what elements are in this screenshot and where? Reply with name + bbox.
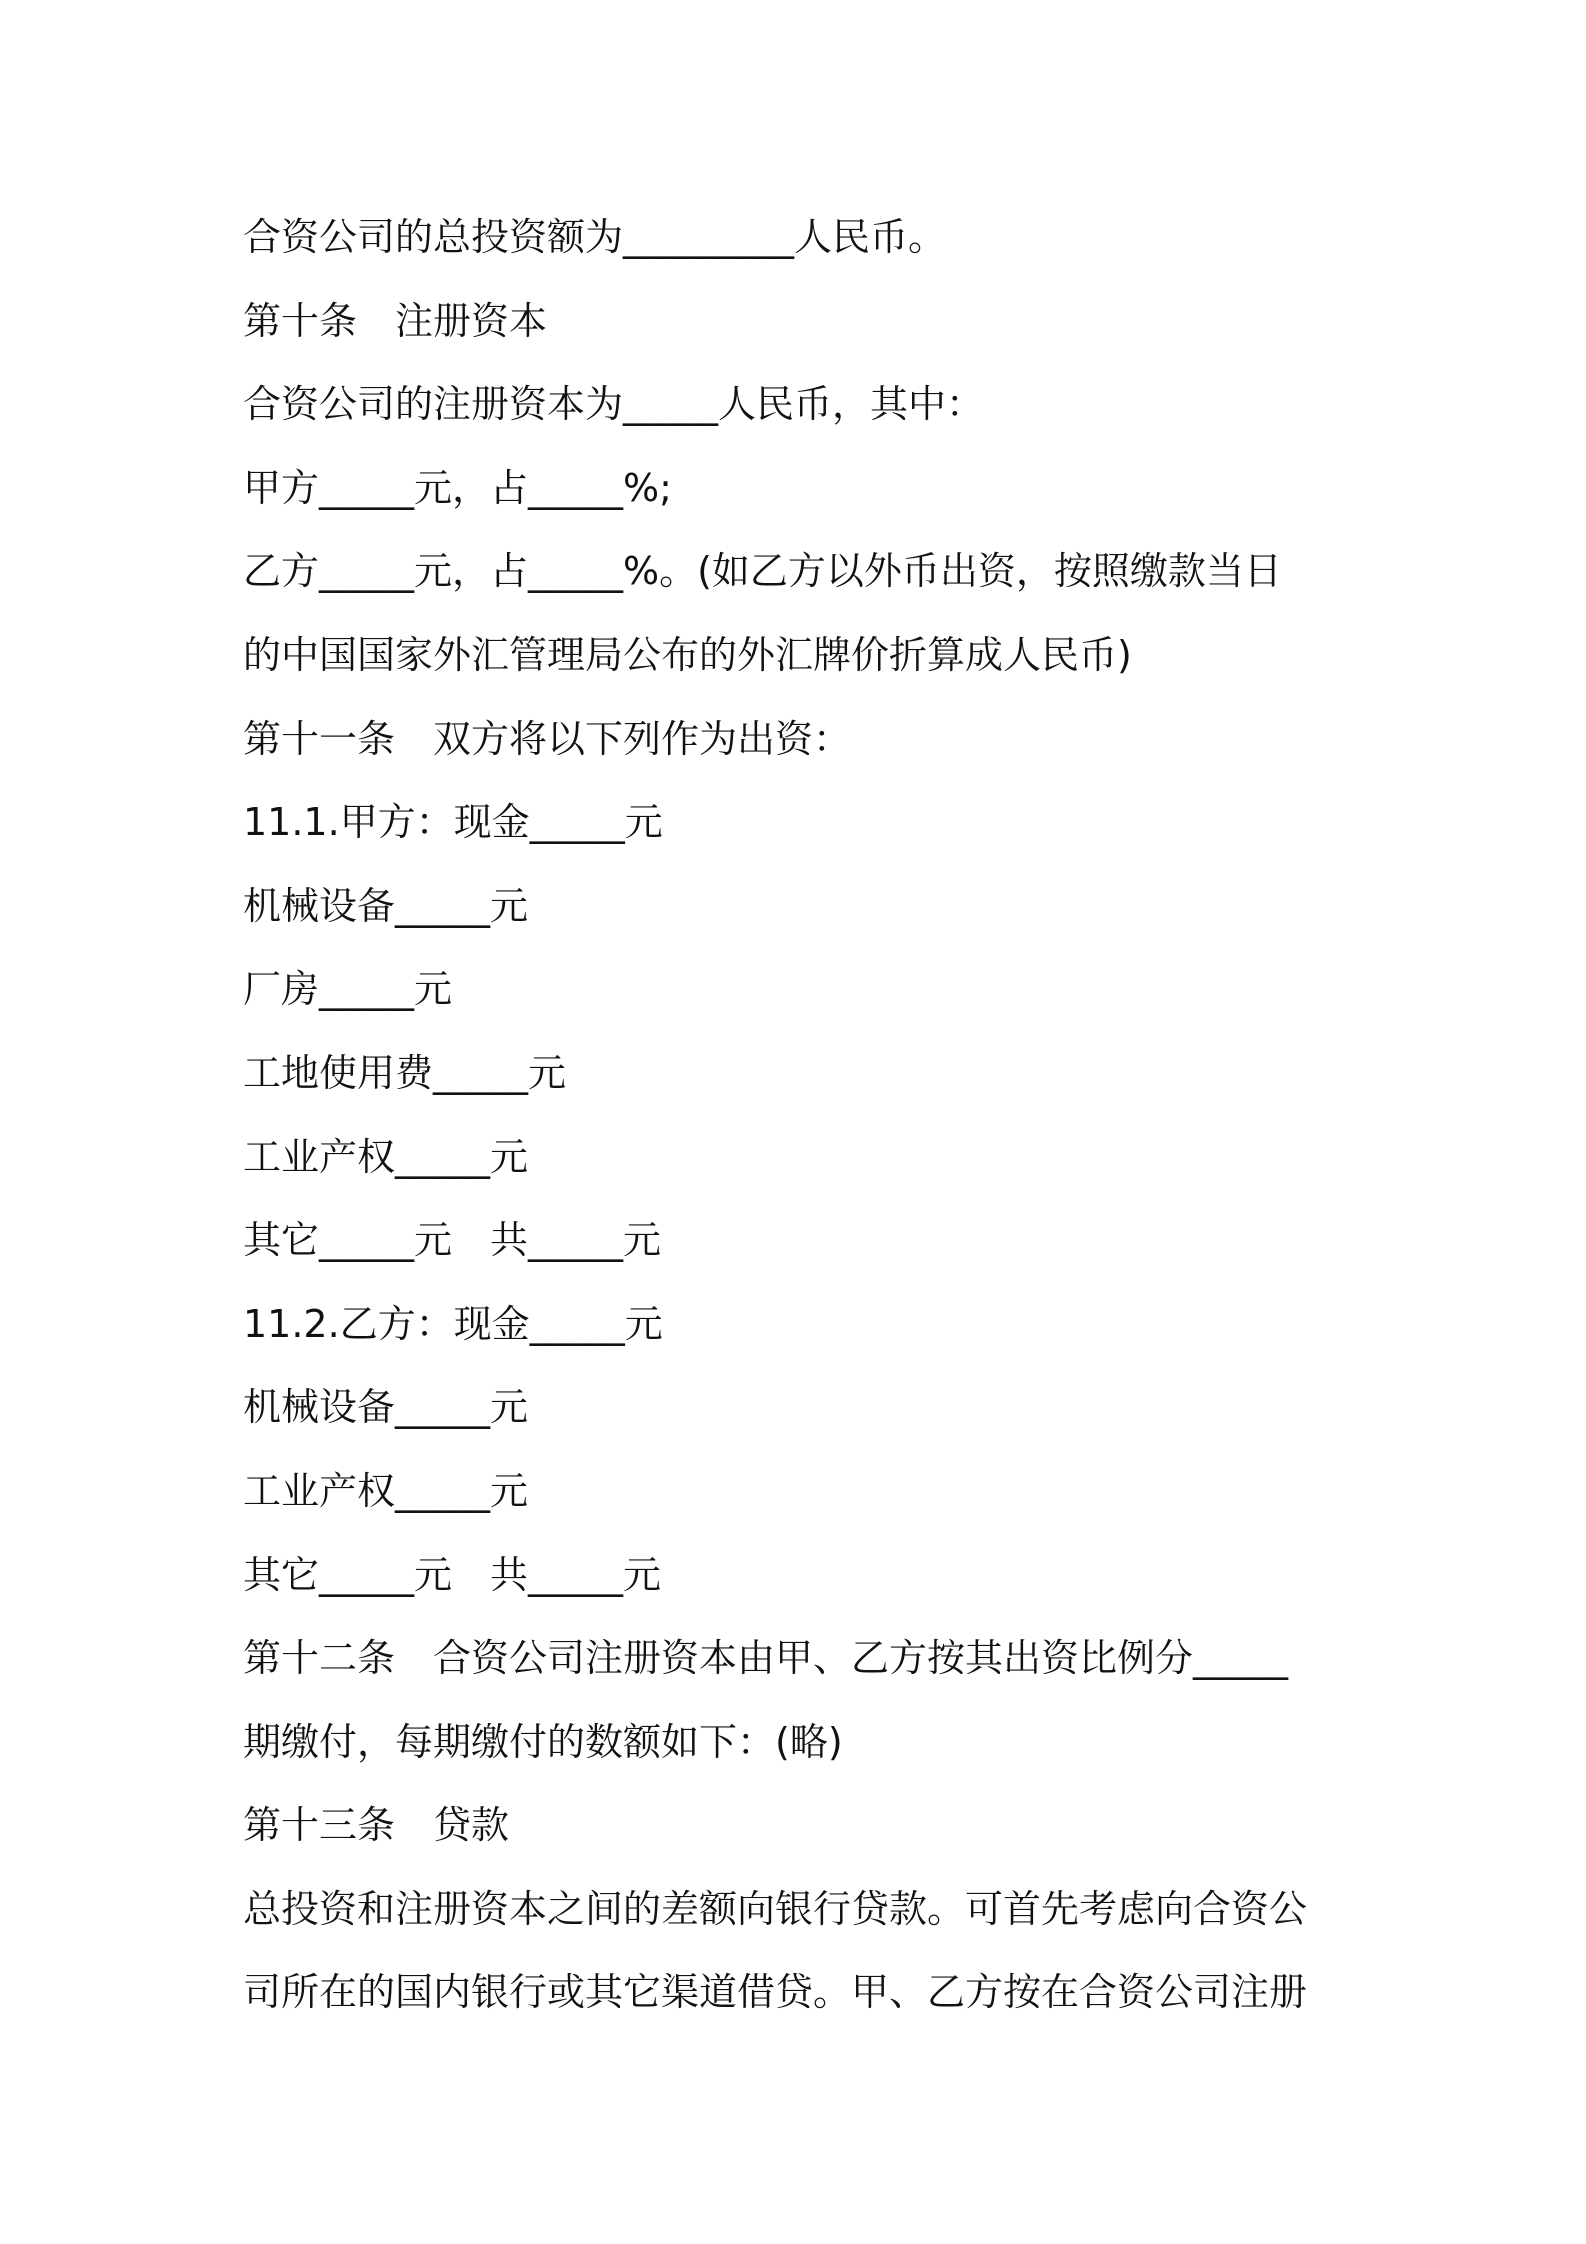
article-11-heading: 第十一条 双方将以下列作为出资： [243, 716, 852, 761]
text-line-party-b-other-total: 其它_____元 共_____元 [243, 1552, 662, 1597]
text-line-registered-capital: 合资公司的注册资本为_____人民币，其中： [243, 382, 985, 427]
text-line-party-b-machinery: 机械设备_____元 [243, 1385, 529, 1430]
text-line-party-b-ip: 工业产权_____元 [243, 1468, 529, 1513]
text-line-party-a-site-fee: 工地使用费_____元 [243, 1050, 567, 1095]
text-line-party-a-other-total: 其它_____元 共_____元 [243, 1218, 662, 1263]
article-12-heading: 第十二条 合资公司注册资本由甲、乙方按其出资比例分_____ [243, 1636, 1289, 1681]
document-body [243, 196, 1359, 2035]
text-line-exchange-rate: 的中国国家外汇管理局公布的外汇牌价折算成人民币) [243, 632, 1132, 677]
article-13-heading: 第十三条 贷款 [243, 1803, 510, 1848]
text-line-party-a-cash: 11.1.甲方：现金_____元 [243, 800, 663, 845]
text-line-party-a-ip: 工业产权_____元 [243, 1134, 529, 1179]
text-line-total-investment: 合资公司的总投资额为_________人民币。 [243, 215, 947, 259]
text-line-loan-2: 司所在的国内银行或其它渠道借贷。甲、乙方按在合资公司注册 [243, 1970, 1308, 2015]
text-line-party-a-share: 甲方_____元，占_____%; [243, 465, 672, 510]
text-line-party-a-factory: 厂房_____元 [243, 967, 453, 1012]
text-line-installments: 期缴付，每期缴付的数额如下：(略) [243, 1719, 843, 1764]
text-line-party-a-machinery: 机械设备_____元 [243, 883, 529, 928]
text-line-loan-1: 总投资和注册资本之间的差额向银行贷款。可首先考虑向合资公 [243, 1886, 1308, 1931]
text-line-party-b-share: 乙方_____元，占_____%。(如乙方以外币出资，按照缴款当日 [243, 549, 1282, 594]
text-line-party-b-cash: 11.2.乙方：现金_____元 [243, 1301, 663, 1346]
article-10-heading: 第十条 注册资本 [243, 298, 548, 343]
